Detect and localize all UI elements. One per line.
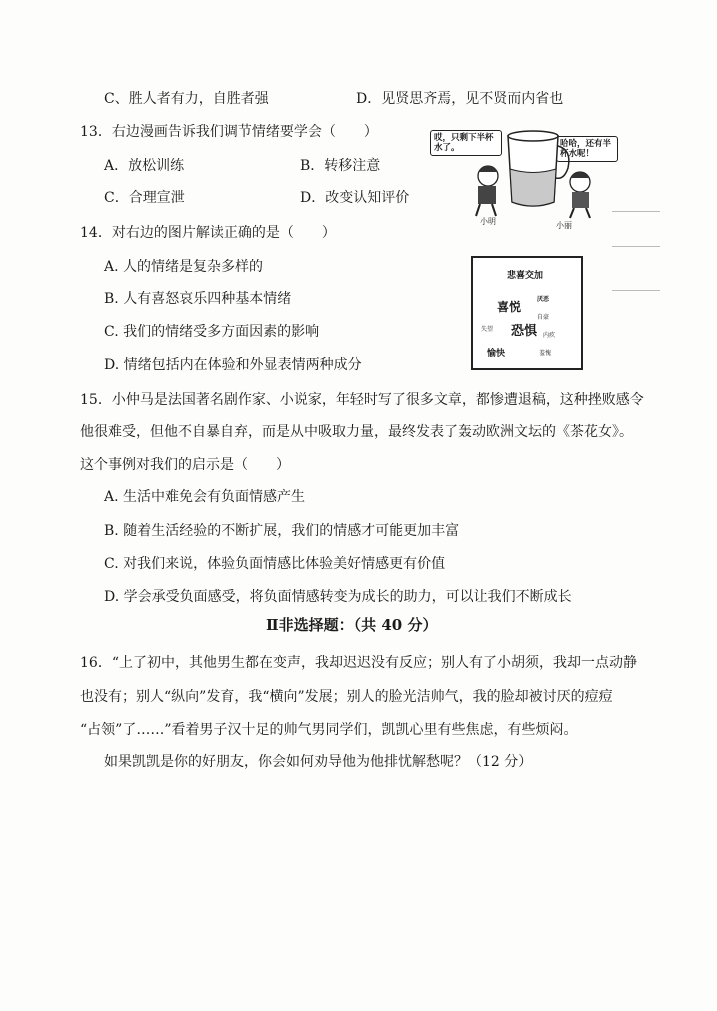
emotion-word: 喜悦 [497,300,522,314]
q15-option-c: C. 对我们来说，体验负面情感比体验美好情感更有价值 [104,556,446,572]
q14-option-a: A. 人的情绪是复杂多样的 [104,259,264,275]
left-character-name: 小明 [480,217,496,226]
q14-option-c: C. 我们的情绪受多方面因素的影响 [104,324,320,340]
q16-question: 如果凯凯是你的好朋友，你会如何劝导他为他排忧解愁呢？（12 分） [104,754,533,770]
cartoon-drawing [430,124,620,234]
scan-artifact [612,246,660,247]
half-glass-cartoon [430,124,620,234]
q15-option-a: A. 生活中难免会有负面情感产生 [104,489,306,505]
left-speech-bubble: 哎，只剩下半杯水了。 [430,130,502,156]
q16-line-2: 也没有；别人“纵向”发育，我“横向”发展；别人的脸光洁帅气，我的脸却被讨厌的痘痘 [80,689,613,705]
scan-artifact [612,211,660,212]
emotion-word: 愉快 [487,349,506,359]
q16-line-1: 16．“上了初中，其他男生都在变声，我却迟迟没有反应；别人有了小胡须，我却一点动静 [80,655,637,671]
q15-line-2: 他很难受，但他不自暴自弃，而是从中吸取力量，最终发表了轰动欧洲文坛的《茶花女》。 [80,424,633,440]
q14-option-d: D. 情绪包括内在体验和外显表情两种成分 [104,357,362,373]
emotion-word: 内疚 [543,332,556,339]
emotion-word: 厌恶 [537,296,550,303]
q12-option-c: C、胜人者有力，自胜者强 [104,91,269,107]
emotion-words-picture [471,256,583,370]
q15-line-3: 这个事例对我们的启示是（ ） [80,457,290,473]
q14-option-b: B. 人有喜怒哀乐四种基本情绪 [104,291,292,307]
q13-option-b: B．转移注意 [300,158,381,174]
q15-option-d: D. 学会承受负面感受，将负面情感转变为成长的助力，可以让我们不断成长 [104,589,572,605]
q14-stem: 14．对右边的图片解读正确的是（ ） [80,225,336,241]
emotion-word: 羞愧 [539,350,552,357]
q16-line-3: “占领”了……”看着男子汉十足的帅气男同学们，凯凯心里有些焦虑，有些烦闷。 [80,722,578,738]
q13-option-c: C．合理宣泄 [104,190,185,206]
q15-option-b: B. 随着生活经验的不断扩展，我们的情感才可能更加丰富 [104,523,460,539]
q15-line-1: 15．小仲马是法国著名剧作家、小说家，年轻时写了很多文章，都惨遭退稿，这种挫败感令 [80,392,644,408]
scan-artifact [612,290,660,291]
q13-option-a: A．放松训练 [104,158,185,174]
right-character-name: 小丽 [556,221,572,230]
emotion-word: 恐惧 [511,324,538,339]
q12-option-d: D．见贤思齐焉，见不贤而内省也 [356,91,564,107]
section-title: Ⅱ非选择题：（共 40 分） [266,616,438,634]
emotion-word: 自豪 [537,314,550,321]
right-speech-bubble: 哈哈，还有半杯水呢！ [556,136,618,162]
q13-stem: 13．右边漫画告诉我们调节情绪要学会（ ） [80,124,378,140]
emotion-word: 失望 [481,326,494,333]
q13-option-d: D．改变认知评价 [300,190,410,206]
emotion-word: 悲喜交加 [507,271,544,281]
